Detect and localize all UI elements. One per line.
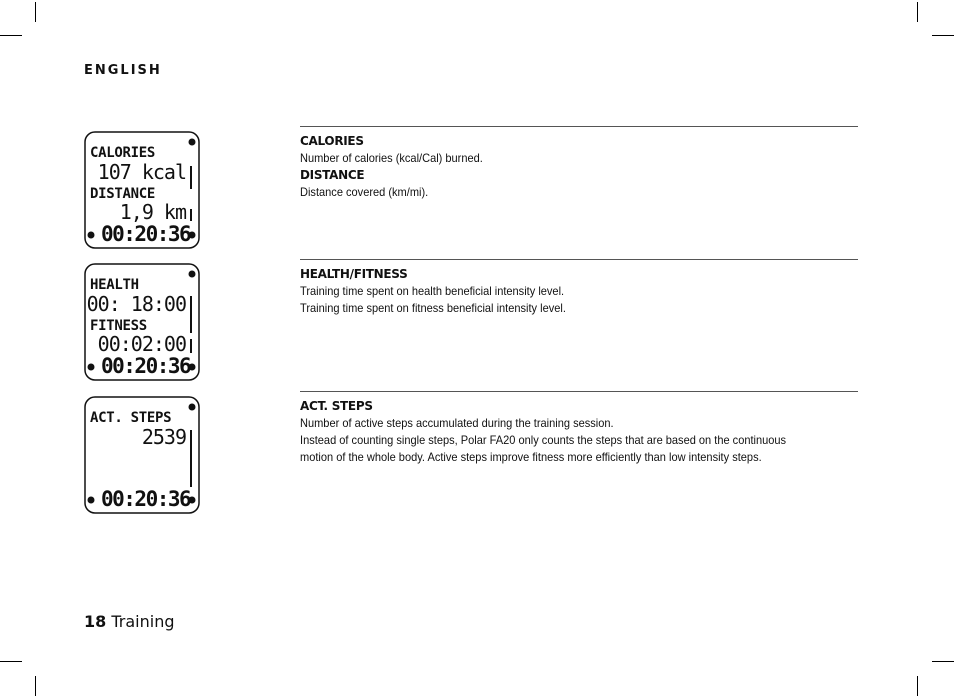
display-label-fitness: FITNESS [90, 318, 147, 334]
section-act-steps [300, 391, 858, 466]
display-label-act-steps: ACT. STEPS [90, 410, 172, 426]
section-text: Distance covered (km/mi). [300, 185, 429, 199]
crop-mark [35, 676, 36, 696]
section-text: Instead of counting single steps, Polar FA20 only counts the steps that are based on the continuous [300, 433, 787, 447]
footer-section-title: Training [111, 612, 175, 631]
watch-display [84, 263, 200, 381]
display-label-calories: CALORIES [90, 145, 156, 161]
display-value-calories: 107 kcal [97, 160, 186, 184]
section-heading: DISTANCE [300, 168, 365, 182]
page-footer [84, 612, 175, 631]
display-value-fitness: 00:02:00 [97, 332, 186, 356]
display-label-distance: DISTANCE [90, 186, 156, 202]
crop-mark [917, 2, 918, 22]
section-text: Number of calories (kcal/Cal) burned. [300, 151, 483, 165]
crop-mark [0, 661, 22, 662]
display-value-act-steps: 2539 [141, 425, 186, 449]
display-time: 00:20:36 [101, 487, 191, 511]
language-label: ENGLISH [84, 63, 162, 78]
page-number: 18 [84, 612, 107, 631]
watch-display [84, 131, 200, 249]
crop-mark [35, 2, 36, 22]
display-label-health: HEALTH [90, 277, 139, 293]
crop-mark [917, 676, 918, 696]
section-text: motion of the whole body. Active steps improve fitness more efficiently than low intensity steps. [300, 450, 762, 464]
crop-mark [932, 35, 954, 36]
crop-mark [932, 661, 954, 662]
section-text: Training time spent on health beneficial intensity level. [300, 284, 565, 298]
section-text: Training time spent on fitness beneficial intensity level. [300, 301, 566, 315]
section-heading: CALORIES [300, 134, 364, 148]
watch-display [84, 396, 200, 514]
display-value-health: 00: 18:00 [86, 292, 186, 316]
section-calories-distance [300, 126, 858, 201]
section-health-fitness [300, 259, 858, 317]
display-value-distance: 1,9 km [119, 200, 186, 224]
section-heading: ACT. STEPS [300, 399, 373, 413]
display-time: 00:20:36 [101, 222, 191, 246]
section-heading: HEALTH/FITNESS [300, 267, 408, 281]
section-text: Number of active steps accumulated during the training session. [300, 416, 614, 430]
display-time: 00:20:36 [101, 354, 191, 378]
crop-mark [0, 35, 22, 36]
